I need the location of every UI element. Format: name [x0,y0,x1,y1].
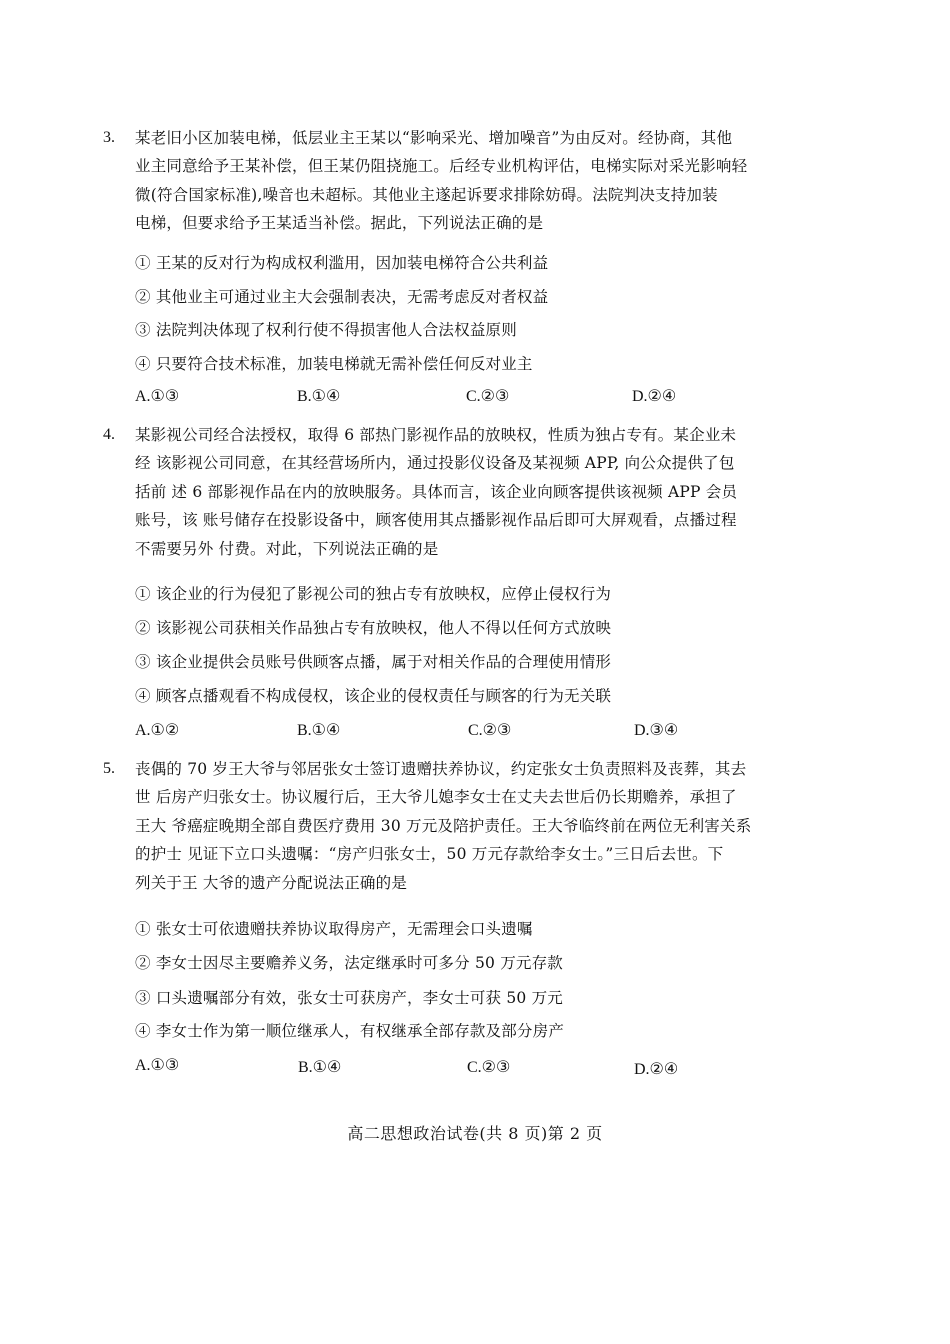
page-footer: 高二思想政治试卷(共 8 页)第 2 页 [347,1124,603,1143]
stem-line: 列关于王 大爷的遗产分配说法正确的是 [135,873,408,892]
stem-line: 的护士 见证下立口头遗嘱：“房产归张女士，50 万元存款给李女士。”三日后去世。下 [135,845,724,864]
stem-line: 账号，该 账号储存在投影设备中，顾客使用其点播影视作品后即可大屏观看，点播过程 [135,511,737,530]
option-2: ② 其他业主可通过业主大会强制表决，无需考虑反对者权益 [135,288,549,306]
choice-d: D.③④ [634,722,679,739]
choice-c: C.②③ [466,388,510,405]
choice-a: A.①③ [135,388,180,405]
choice-c: C.②③ [467,1059,511,1076]
choice-b: B.①④ [297,722,341,739]
stem-line: 括前 述 6 部影视作品在内的放映服务。具体而言，该企业向顾客提供该视频 APP 会员 [135,482,738,501]
stem-line: 不需要另外 付费。对此，下列说法正确的是 [135,539,439,558]
question-stem [135,755,795,897]
stem-line: 世 后房产归张女士。协议履行后，王大爷儿媳李女士在丈夫去世后仍长期赡养，承担了 [135,788,737,807]
question-number: 3. [103,129,115,146]
option-2: ② 李女士因尽主要赡养义务，法定继承时可多分 50 万元存款 [135,954,564,972]
option-4: ④ 顾客点播观看不构成侵权，该企业的侵权责任与顾客的行为无关联 [135,687,612,705]
stem-line: 某老旧小区加装电梯，低层业主王某以“影响采光、增加噪音”为由反对。经协商，其他 [135,129,733,147]
stem-line: 经 该影视公司同意，在其经营场所内，通过投影仪设备及某视频 APP, 向公众提供了包 [135,454,735,473]
choice-d: D.②④ [632,388,677,405]
question-stem [135,124,795,238]
question-number: 5. [103,760,115,777]
stem-line: 业主同意给予王某补偿，但王某仍阻挠施工。后经专业机构评估，电梯实际对采光影响轻 [135,157,748,176]
stem-line: 微(符合国家标准),噪音也未超标。其他业主遂起诉要求排除妨碍。法院判决支持加装 [135,185,718,204]
option-1: ① 该企业的行为侵犯了影视公司的独占专有放映权，应停止侵权行为 [135,585,612,603]
choice-a: A.①② [135,722,180,739]
option-1: ① 张女士可依遗赠扶养协议取得房产，无需理会口头遗嘱 [135,920,533,938]
option-3: ③ 口头遗嘱部分有效，张女士可获房产，李女士可获 50 万元 [135,989,564,1007]
option-4: ④ 李女士作为第一顺位继承人，有权继承全部存款及部分房产 [135,1022,565,1040]
option-3: ③ 法院判决体现了权利行使不得损害他人合法权益原则 [135,321,517,339]
choice-a: A.①③ [135,1057,180,1074]
stem-line: 电梯，但要求给予王某适当补偿。据此，下列说法正确的是 [135,214,544,233]
option-1: ① 王某的反对行为构成权利滥用，因加装电梯符合公共利益 [135,254,549,272]
option-2: ② 该影视公司获相关作品独占专有放映权，他人不得以任何方式放映 [135,619,612,637]
choice-b: B.①④ [297,388,341,405]
stem-line: 丧偶的 70 岁王大爷与邻居张女士签订遗赠扶养协议，约定张女士负责照料及丧葬，其去 [135,760,747,778]
stem-line: 王大 爷癌症晚期全部自费医疗费用 30 万元及陪护责任。王大爷临终前在两位无利害关系 [135,816,752,835]
choice-b: B.①④ [298,1059,342,1076]
question-stem [135,421,795,563]
choice-d: D.②④ [634,1061,679,1078]
option-4: ④ 只要符合技术标准，加装电梯就无需补偿任何反对业主 [135,355,533,373]
stem-line: 某影视公司经合法授权，取得 6 部热门影视作品的放映权，性质为独占专有。某企业未 [135,426,737,444]
question-number: 4. [103,426,115,443]
choice-c: C.②③ [468,722,512,739]
option-3: ③ 该企业提供会员账号供顾客点播，属于对相关作品的合理使用情形 [135,653,612,671]
